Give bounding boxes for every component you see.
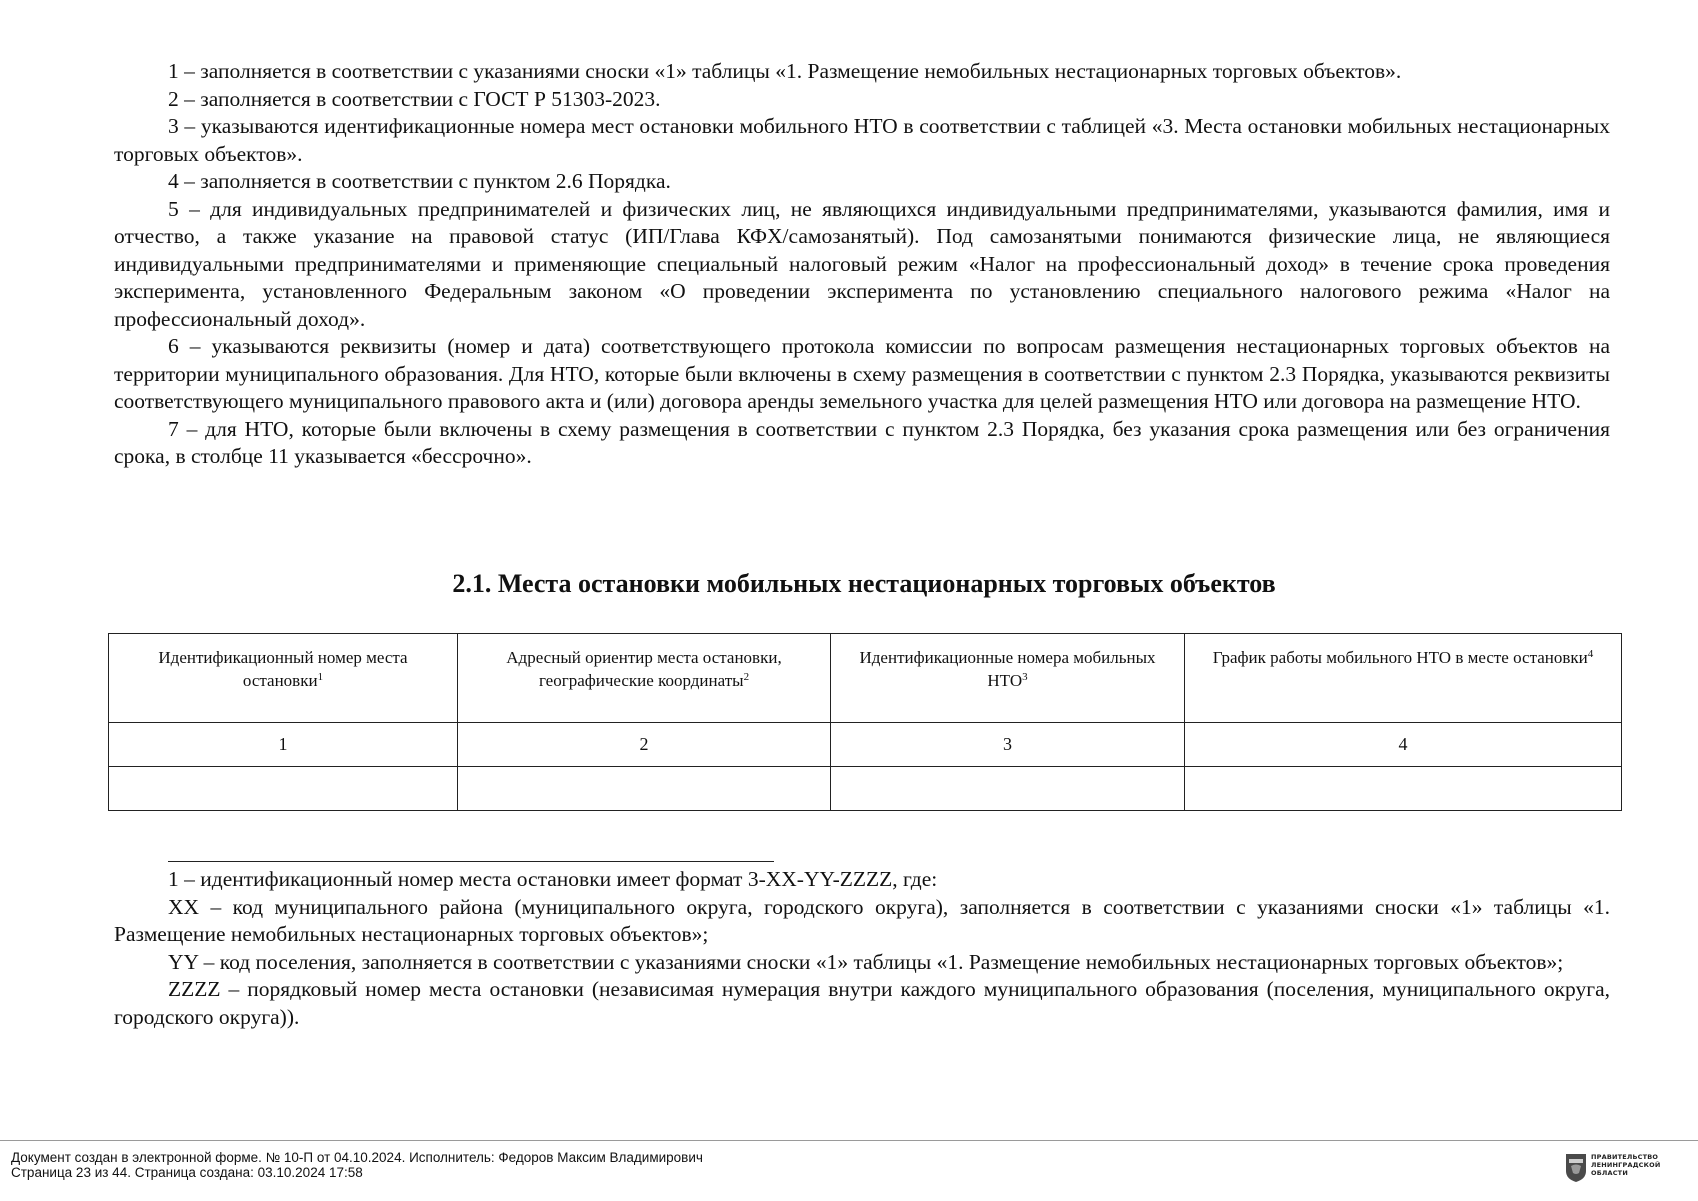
footnote-xx: XX – код муниципального района (муниципального округа, городского округа), заполняется в соответствии с указаниями сноски «1» таблицы «1. Размещение немобильных нестационарных торговых объектов»; [114, 894, 1610, 946]
column-header [831, 634, 1185, 723]
table-header-row [109, 634, 1622, 723]
footnote-separator [168, 861, 774, 862]
note-4: 4 – заполняется в соответствии с пунктом 2.6 Порядка. [168, 169, 671, 193]
table-number-row [109, 723, 1622, 767]
table-cell [109, 767, 458, 811]
footer-text [11, 1150, 703, 1180]
column-number: 4 [1185, 723, 1622, 767]
column-header [109, 634, 458, 723]
column-header-text: График работы мобильного НТО в месте остановки [1212, 648, 1588, 667]
coat-of-arms-icon [1565, 1153, 1587, 1183]
note-3: 3 – указываются идентификационные номера мест остановки мобильного НТО в соответствии с таблицей «3. Места остановки мобильных нестационарных торговых объектов». [114, 114, 1610, 166]
logo-line: ЛЕНИНГРАДСКОЙ [1591, 1161, 1661, 1169]
note-2: 2 – заполняется в соответствии с ГОСТ Р 51303-2023. [168, 86, 661, 111]
note-7: 7 – для НТО, которые были включены в схему размещения в соответствии с пунктом 2.3 Порядка, без указания срока размещения или без ограничения срока, в столбце 11 указывается «бессрочно». [114, 416, 1610, 468]
table-cell [458, 767, 831, 811]
footnote-ref: 1 [317, 671, 324, 683]
notes-section [114, 58, 1610, 471]
logo-line: ОБЛАСТИ [1591, 1169, 1628, 1177]
table-cell [1185, 767, 1622, 811]
column-header [458, 634, 831, 723]
government-logo [1565, 1151, 1695, 1187]
footnote-ref: 4 [1587, 648, 1594, 660]
section-title: 2.1. Места остановки мобильных нестационарных торговых объектов [452, 569, 1276, 598]
footnote-zzzz: ZZZZ – порядковый номер места остановки (независимая нумерация внутри каждого муниципального образования (поселения, муниципального округа, городского округа)). [114, 977, 1610, 1029]
logo-text [1591, 1153, 1698, 1177]
footnote-ref: 3 [1022, 671, 1028, 683]
footnotes-section [114, 866, 1610, 1031]
table-row [109, 767, 1622, 811]
table-cell [831, 767, 1185, 811]
column-header-text: Адресный ориентир места остановки, географические координаты [506, 648, 782, 690]
footnote-ref: 2 [743, 671, 750, 683]
note-5: 5 – для индивидуальных предпринимателей и физических лиц, не являющихся индивидуальными предпринимателями, указываются фамилия, имя и отчество, а также указание на правовой статус (ИП/Глава КФХ/самозанятый). Под самозанятыми понимаются физические лица, не являющиеся индивидуальными предпринимателями и применяющие специальный налоговый режим «Налог на профессиональный доход» в течение срока проведения эксперимента, установленного Федеральным законом «О проведении эксперимента по установлению специального налогового режима «Налог на профессиональный доход». [114, 196, 1610, 331]
note-1: 1 – заполняется в соответствии с указаниями сноски «1» таблицы «1. Размещение немобильных нестационарных торговых объектов». [168, 59, 1402, 83]
page-footer [0, 1140, 1698, 1201]
column-header [1185, 634, 1622, 723]
column-header-text: Идентификационные номера мобильных НТО [859, 648, 1156, 690]
note-6: 6 – указываются реквизиты (номер и дата) соответствующего протокола комиссии по вопросам размещения нестационарных торговых объектов на территории муниципального образования. Для НТО, которые были включены в схему размещения в соответствии с пунктом 2.3 Порядка, указываются реквизиты соответствующего муниципального правового акта и (или) договора аренды земельного участка для целей размещения НТО или договора на размещение НТО. [114, 334, 1610, 413]
column-number: 2 [458, 723, 831, 767]
logo-line: ПРАВИТЕЛЬСТВО [1591, 1153, 1659, 1161]
column-header-text: Идентификационный номер места остановки [158, 648, 408, 690]
column-number: 1 [109, 723, 458, 767]
footnote-yy: YY – код поселения, заполняется в соответствии с указаниями сноски «1» таблицы «1. Размещение немобильных нестационарных торговых объектов»; [168, 949, 1564, 974]
footer-line-2: Страница 23 из 44. Страница создана: 03.10.2024 17:58 [11, 1165, 363, 1180]
stops-table [108, 633, 1622, 811]
column-number: 3 [831, 723, 1185, 767]
footnote-1: 1 – идентификационный номер места остановки имеет формат 3-XX-YY-ZZZZ, где: [168, 867, 938, 891]
footer-line-1: Документ создан в электронной форме. № 10-П от 04.10.2024. Исполнитель: Федоров Максим Владимирович [11, 1150, 703, 1165]
